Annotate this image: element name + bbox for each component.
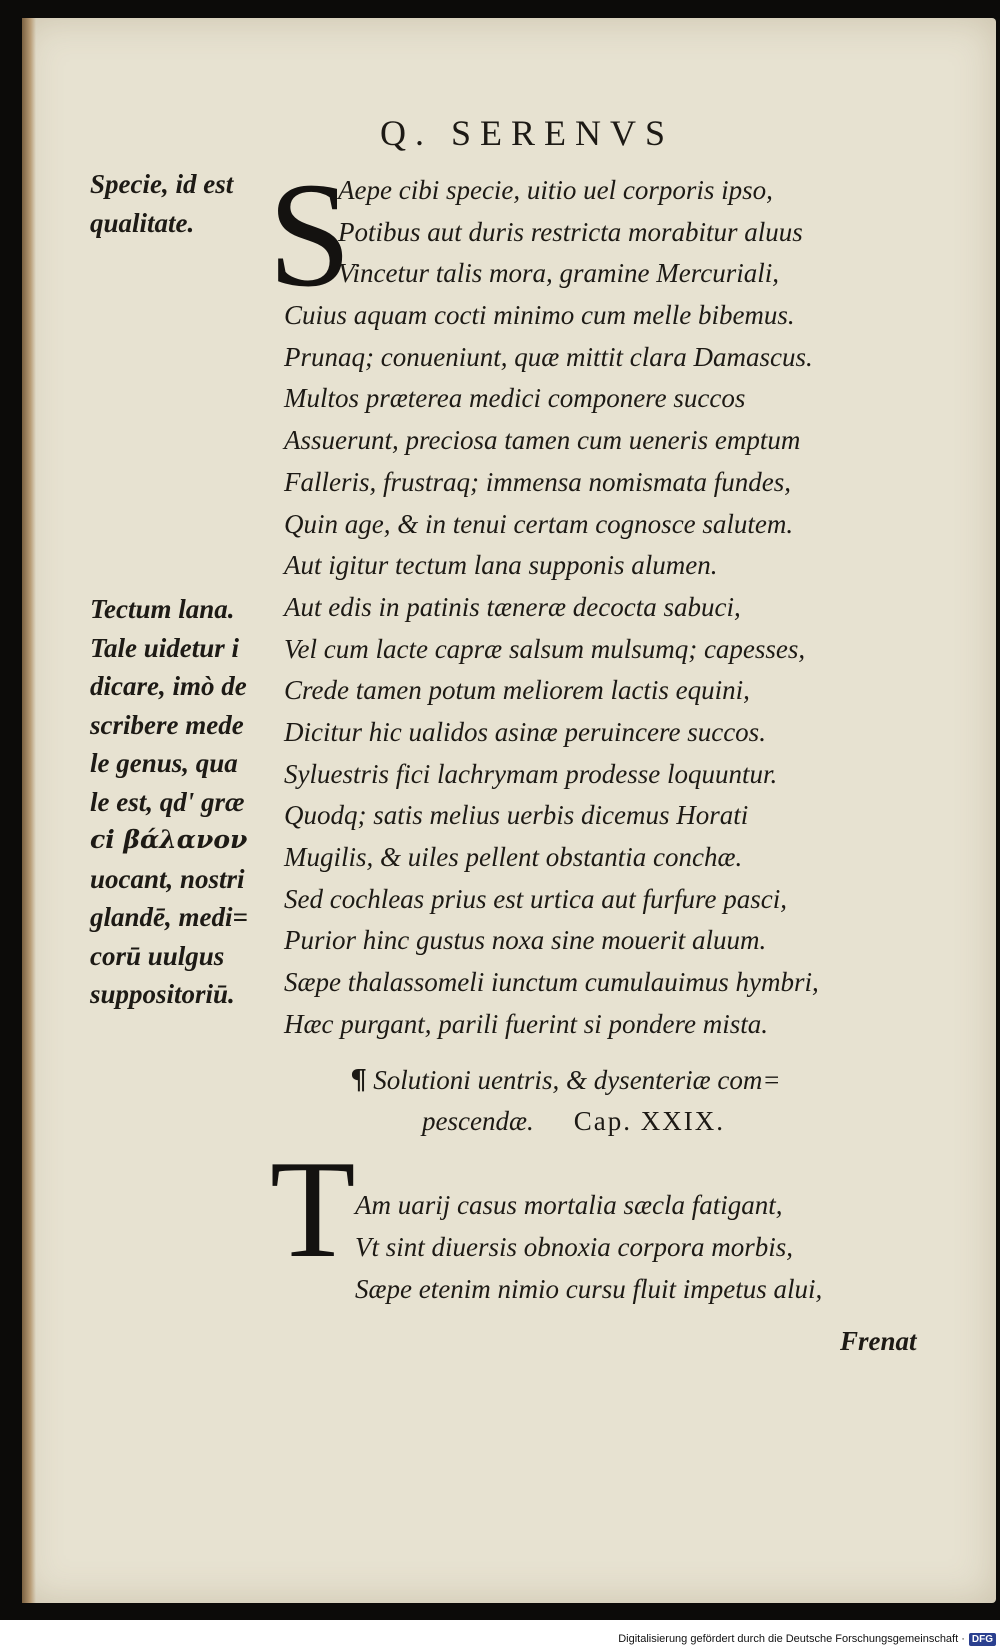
margin-note-second	[90, 590, 290, 1014]
catchword: Frenat	[840, 1326, 917, 1356]
verse-line: Purior hinc gustus noxa sine mouerit aluum.	[284, 925, 767, 956]
verse-line: Quodq; satis melius uerbis dicemus Horati	[284, 800, 749, 831]
running-head: Q. SERENVS	[380, 113, 675, 153]
chapter-heading-line-1	[350, 1060, 910, 1101]
page-spine-shadow	[22, 18, 36, 1603]
margin-note-line: Specie, id est	[90, 169, 234, 199]
verse-line: Am uarij casus mortalia sæcla fatigant,	[355, 1190, 783, 1220]
verse-line: Sæpe thalassomeli iunctum cumulauimus hymbri,	[284, 967, 819, 998]
verse-line: Crede tamen potum meliorem lactis equini,	[284, 675, 750, 706]
chapter-heading-line-2	[350, 1101, 910, 1142]
chapter-title-part-2: pescendæ.	[422, 1106, 534, 1136]
verse-block-2	[355, 1184, 935, 1310]
digitization-credit	[618, 1630, 996, 1648]
margin-note-line: Tale uidetur i	[90, 632, 240, 663]
margin-note-line: corū uulgus	[90, 940, 225, 971]
margin-note-first	[90, 165, 290, 242]
margin-note-line: uocant, nostri	[90, 863, 245, 894]
verse-line: Aut edis in patinis tæneræ decocta sabuci,	[284, 591, 741, 622]
margin-note-line: suppositoriū.	[90, 979, 235, 1009]
verse-block-1	[284, 170, 924, 1045]
dropcap-s: S	[268, 152, 352, 318]
chapter-title-part-1: Solutioni uentris, & dysenteriæ com=	[373, 1065, 781, 1095]
verse-line: Quin age, & in tenui certam cognosce salutem.	[284, 508, 794, 539]
verse-line: Sed cochleas prius est urtica aut furfure pasci,	[284, 883, 787, 914]
margin-note-line: dicare, imò de	[90, 671, 247, 701]
margin-note-line: scribere mede	[90, 709, 244, 740]
margin-note-line: qualitate.	[90, 207, 195, 238]
verse-line: Multos præterea medici componere succos	[284, 383, 746, 414]
verse-line: Falleris, frustraq; immensa nomismata fundes,	[284, 466, 792, 497]
verse-line: Syluestris fici lachrymam prodesse loquuntur.	[284, 758, 778, 789]
verse-line: Cuius aquam cocti minimo cum melle bibemus.	[284, 300, 795, 331]
margin-note-line: glandē, medi=	[90, 902, 248, 932]
verse-line: Sæpe etenim nimio cursu fluit impetus alui,	[355, 1274, 823, 1304]
verse-line: Aut igitur tectum lana supponis alumen.	[284, 550, 718, 581]
chapter-number: Cap. XXIX.	[573, 1106, 725, 1136]
verse-line: Hæc purgant, parili fuerint si pondere mista.	[284, 1008, 768, 1039]
credit-text: Digitalisierung gefördert durch die Deutsche Forschungsgemeinschaft ·	[618, 1633, 965, 1645]
verse-line: Dicitur hic ualidos asinæ peruincere succos.	[284, 716, 766, 747]
margin-note-line: Tectum lana.	[90, 594, 235, 624]
verse-line: Mugilis, & uiles pellent obstantia conchæ.	[284, 842, 743, 872]
margin-note-line: le genus, qua	[90, 748, 238, 778]
pilcrow-icon: ¶	[350, 1065, 368, 1096]
verse-line: Assuerunt, preciosa tamen cum ueneris emptum	[284, 425, 801, 456]
dropcap-t: T	[270, 1132, 356, 1287]
verse-line: Prunaq; conueniunt, quæ mittit clara Damascus.	[284, 341, 813, 372]
dfg-logo-badge: DFG	[969, 1633, 996, 1646]
chapter-heading	[350, 1060, 910, 1142]
margin-note-line: le est, qd' græ	[90, 786, 245, 817]
verse-line: Aepe cibi specie, uitio uel corporis ipso,	[338, 175, 773, 205]
verse-line: Vt sint diuersis obnoxia corpora morbis,	[355, 1232, 794, 1262]
margin-note-line: ci βάλανον	[90, 825, 248, 854]
verse-line: Vincetur talis mora, gramine Mercuriali,	[338, 258, 779, 289]
verse-line: Potibus aut duris restricta morabitur aluus	[338, 216, 803, 247]
verse-line: Vel cum lacte capræ salsum mulsumq; capesses,	[284, 633, 806, 664]
